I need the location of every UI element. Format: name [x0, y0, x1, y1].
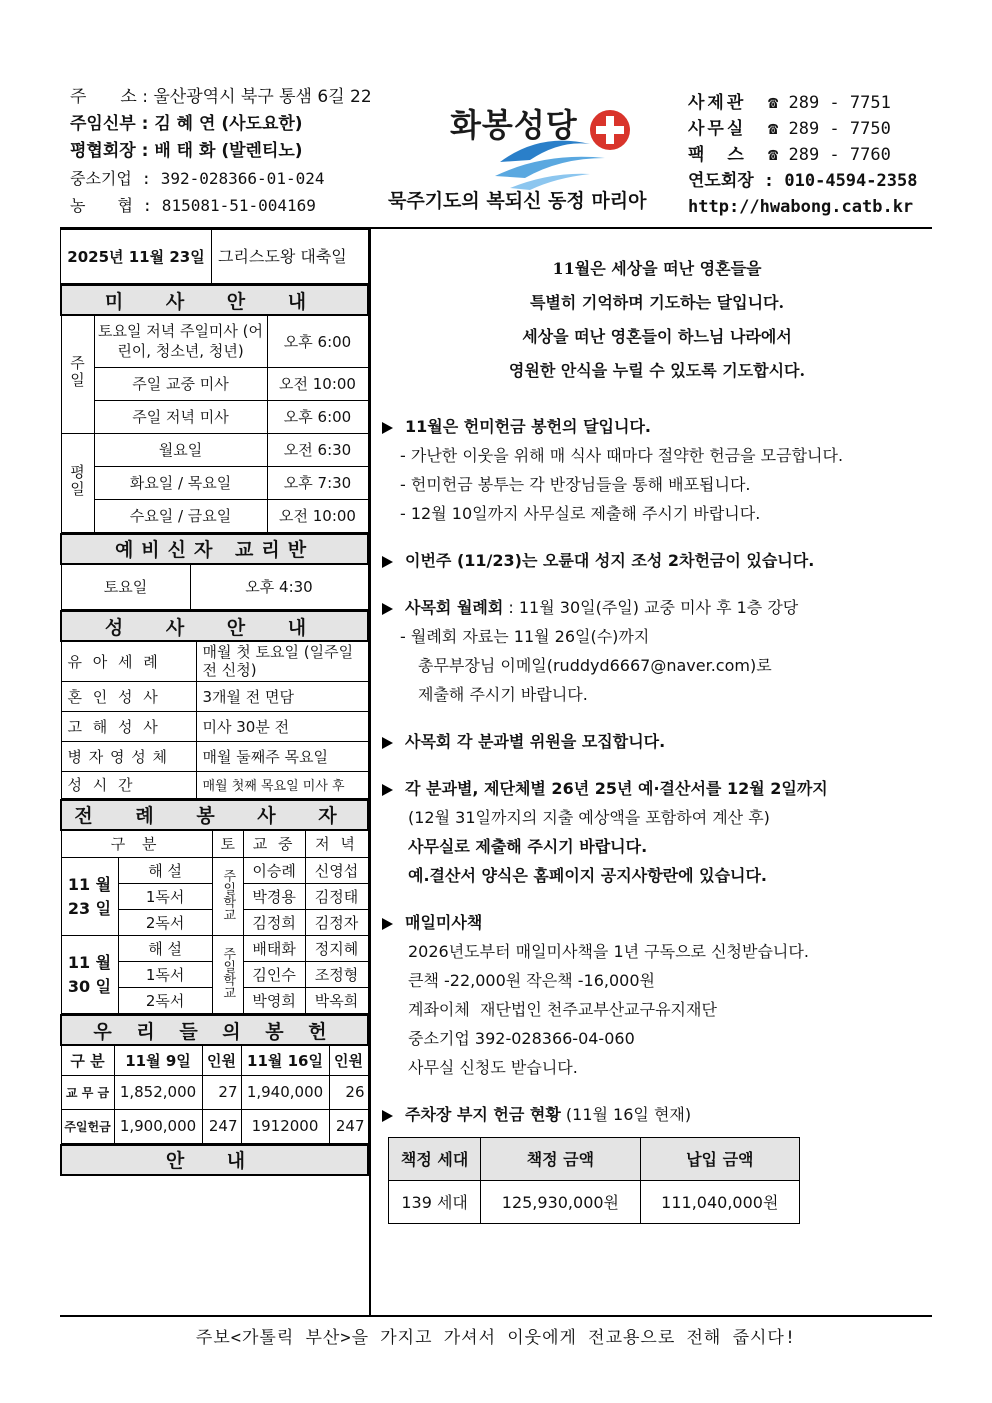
catechumen-day: 토요일 — [61, 564, 190, 610]
mass-name: 주일 저녁 미사 — [94, 400, 267, 433]
offering-count: 26 — [329, 1075, 368, 1109]
mass-time: 오전 10:00 — [267, 367, 368, 400]
catechumen-class — [60, 533, 369, 611]
sacrament-name: 유 아 세 례 — [61, 641, 196, 681]
minister-main: 김정희 — [243, 910, 305, 936]
announcement-second-collection: 이번주 (11/23)는 오륜대 성지 조성 2차헌금이 있습니다. — [382, 546, 932, 575]
minister-role: 해 설 — [118, 936, 212, 962]
intro-line: 11월은 세상을 떠난 영혼들을 — [552, 259, 762, 278]
col-header: 저 녁 — [305, 830, 368, 858]
minister-main: 김인수 — [243, 962, 305, 988]
right-column — [382, 232, 932, 1224]
announcement-daily-missal: 매일미사책 2026년도부터 매일미사책을 1년 구독으로 신청받습니다. 큰책 -22,000원 작은책 -16,000원 계좌이체 재단법인 천주교부산교구유지재단 중소기업 392-028366-04-060 사무실 신청도 받습니다. — [382, 908, 932, 1082]
minister-main: 이승례 — [243, 858, 305, 884]
announcement-council-meeting: 사목회 월례회 : 11월 30일(주일) 교중 미사 후 1층 강당 - 월례회 자료는 11월 26일(수)까지 총무부장님 이메일(ruddyd6667@naver.com)로 제출해 주시기 바랍니다. — [382, 593, 932, 709]
mass-name: 토요일 저녁 주일미사 (어린이, 청소년, 청년) — [94, 315, 267, 367]
col-header: 납입 금액 — [640, 1138, 799, 1181]
contact-office: 사무실 ☎ 289 - 7750 — [688, 119, 891, 139]
mass-schedule — [60, 284, 369, 533]
sacrament-info: 매월 둘째주 목요일 — [196, 741, 368, 771]
col-header: 책정 금액 — [481, 1138, 640, 1181]
sacrament-info: 매월 첫 토요일 (일주일 전 신청) — [196, 641, 368, 681]
minister-role: 해 설 — [118, 858, 212, 884]
announcement-parking: 주차장 부지 헌금 현황 (11월 16일 현재) 책정 세대 책정 금액 납입 금액 139 세대 125,930,000원 111,040,000원 — [382, 1100, 932, 1224]
sacrament-info: 매월 첫째 목요일 미사 후 — [196, 771, 368, 798]
col-header: 구 분 — [61, 1045, 114, 1075]
bullet-triangle-icon — [382, 737, 393, 749]
contacts — [688, 90, 917, 220]
mass-time: 오전 6:30 — [267, 433, 368, 466]
frame-bottom — [60, 1315, 932, 1317]
minister-evening: 조정형 — [305, 962, 368, 988]
pastor: 주임신부 : 김 혜 연 (사도요한) — [70, 114, 303, 134]
col-header: 토 — [212, 830, 243, 858]
offering-count: 247 — [329, 1109, 368, 1143]
announcement-offering-rice: 11월은 헌미헌금 봉헌의 달입니다. - 가난한 이웃을 위해 매 식사 때마다 절약한 헌금을 모금합니다. - 헌미헌금 봉투는 각 반장님들을 통해 배포됩니다. - 12월 10일까지 사무실로 제출해 주시기 바랍니다. — [382, 412, 932, 528]
catechumen-title: 예비신자 교리반 — [61, 534, 368, 564]
church-logo — [420, 92, 660, 192]
mass-time: 오후 7:30 — [267, 466, 368, 499]
intro-line: 세상을 떠난 영혼들이 하느님 나라에서 — [522, 327, 792, 346]
col-header: 구 분 — [61, 830, 212, 858]
column-divider — [369, 228, 371, 1316]
bullet-triangle-icon — [382, 784, 393, 796]
website-url[interactable]: http://hwabong.catb.kr — [688, 197, 914, 217]
bulletin-date: 2025년 11월 23일 — [61, 230, 212, 284]
ministers-title: 전 례 봉 사 자 — [61, 800, 368, 830]
church-name: 화봉성당 — [450, 106, 578, 144]
bullet-triangle-icon — [382, 918, 393, 930]
minister-evening: 신영섭 — [305, 858, 368, 884]
council-president: 평협회장 : 배 태 화 (발렌티노) — [70, 141, 303, 161]
feast-name: 그리스도왕 대축일 — [212, 230, 369, 284]
minister-role: 2독서 — [118, 988, 212, 1014]
minister-main: 배태화 — [243, 936, 305, 962]
bullet-triangle-icon — [382, 556, 393, 568]
sunday-school-label: 주일학교 — [220, 868, 236, 921]
offering-name: 교 무 금 — [61, 1075, 114, 1109]
mass-time: 오전 10:00 — [267, 499, 368, 532]
sacrament-info: 3개월 전 면담 — [196, 681, 368, 711]
offering-amount: 1,900,000 — [114, 1109, 202, 1143]
bullet-triangle-icon — [382, 603, 393, 615]
bullet-triangle-icon — [382, 1110, 393, 1122]
mass-name: 월요일 — [94, 433, 267, 466]
bank-account-2: 농 협 : 815081-51-004169 — [70, 196, 316, 215]
target-amount: 125,930,000원 — [481, 1181, 640, 1224]
catechumen-time: 오후 4:30 — [190, 564, 368, 610]
date-box — [60, 229, 369, 284]
mass-name: 주일 교중 미사 — [94, 367, 267, 400]
offerings-table — [60, 1014, 369, 1144]
col-header: 11월 9일 — [114, 1045, 202, 1075]
announcement-budget: 각 분과별, 제단체별 26년 25년 예·결산서를 12월 2일까지 (12월 31일까지의 지출 예상액을 포함하여 계산 후) 사무실로 제출해 주시기 바랍니다. 예.결산서 양식은 홈페이지 공지사항란에 있습니다. — [382, 774, 932, 890]
left-column — [60, 229, 369, 1176]
mass-title: 미 사 안 내 — [61, 285, 368, 315]
notice-box — [60, 1144, 369, 1176]
sacrament-name: 성 시 간 — [61, 771, 196, 798]
youth-contact: 연도회장 : 010-4594-2358 — [688, 171, 918, 191]
contact-rectory: 사제관 ☎ 289 - 7751 — [688, 93, 891, 113]
contact-fax: 팩 스 ☎ 289 - 7760 — [688, 145, 891, 165]
offering-name: 주일헌금 — [61, 1109, 114, 1143]
sacrament-name: 고 해 성 사 — [61, 711, 196, 741]
offering-amount: 1,852,000 — [114, 1075, 202, 1109]
col-header: 교 중 — [243, 830, 305, 858]
intro-message — [382, 252, 932, 388]
liturgy-ministers — [60, 799, 369, 1015]
mass-time: 오후 6:00 — [267, 400, 368, 433]
offering-amount: 1,940,000 — [241, 1075, 329, 1109]
intro-line: 영원한 안식을 누릴 수 있도록 기도합시다. — [508, 361, 806, 380]
col-header: 책정 세대 — [389, 1138, 481, 1181]
header-info — [70, 84, 372, 219]
bank-account-1: 중소기업 : 392-028366-01-024 — [70, 169, 325, 188]
mass-name: 화요일 / 목요일 — [94, 466, 267, 499]
parking-fund-table — [388, 1137, 800, 1224]
paid-amount: 111,040,000원 — [640, 1181, 799, 1224]
offering-amount: 1912000 — [241, 1109, 329, 1143]
announcement-recruit: 사목회 각 분과별 위원을 모집합니다. — [382, 727, 932, 756]
week-date: 11 월 30 일 — [61, 936, 118, 1014]
sacrament-name: 병 자 영 성 체 — [61, 741, 196, 771]
parish-motto: 묵주기도의 복되신 동정 마리아 — [388, 190, 647, 212]
weekday-label: 평일 — [68, 463, 86, 498]
mass-name: 수요일 / 금요일 — [94, 499, 267, 532]
col-header: 11월 16일 — [241, 1045, 329, 1075]
mass-time: 오후 6:00 — [267, 315, 368, 367]
sacrament-name: 혼 인 성 사 — [61, 681, 196, 711]
col-header: 인원 — [329, 1045, 368, 1075]
minister-role: 1독서 — [118, 962, 212, 988]
sunday-label: 주일 — [68, 355, 86, 390]
bullet-triangle-icon — [382, 422, 393, 434]
sacrament-info: 미사 30분 전 — [196, 711, 368, 741]
minister-evening: 김정태 — [305, 884, 368, 910]
sacrament-title: 성 사 안 내 — [61, 611, 368, 641]
minister-evening: 김정자 — [305, 910, 368, 936]
sacrament-guide — [60, 610, 369, 799]
week-date: 11 월 23 일 — [61, 858, 118, 936]
minister-evening: 정지혜 — [305, 936, 368, 962]
minister-role: 1독서 — [118, 884, 212, 910]
notice-title: 안 내 — [61, 1145, 368, 1175]
households: 139 세대 — [389, 1181, 481, 1224]
address: 주 소 : 울산광역시 북구 통샘 6길 22 — [70, 87, 372, 107]
footer-message: 주보<가톨릭 부산>을 가지고 가셔서 이웃에게 전교용으로 전해 줍시다! — [195, 1328, 797, 1348]
col-header: 인원 — [202, 1045, 241, 1075]
minister-evening: 박옥희 — [305, 988, 368, 1014]
sunday-school-label: 주일학교 — [220, 946, 236, 999]
minister-main: 박영희 — [243, 988, 305, 1014]
minister-main: 박경용 — [243, 884, 305, 910]
intro-line: 특별히 기억하며 기도하는 달입니다. — [529, 293, 785, 312]
offering-count: 27 — [202, 1075, 241, 1109]
offerings-title: 우 리 들 의 봉 헌 — [61, 1015, 368, 1045]
minister-role: 2독서 — [118, 910, 212, 936]
offering-count: 247 — [202, 1109, 241, 1143]
